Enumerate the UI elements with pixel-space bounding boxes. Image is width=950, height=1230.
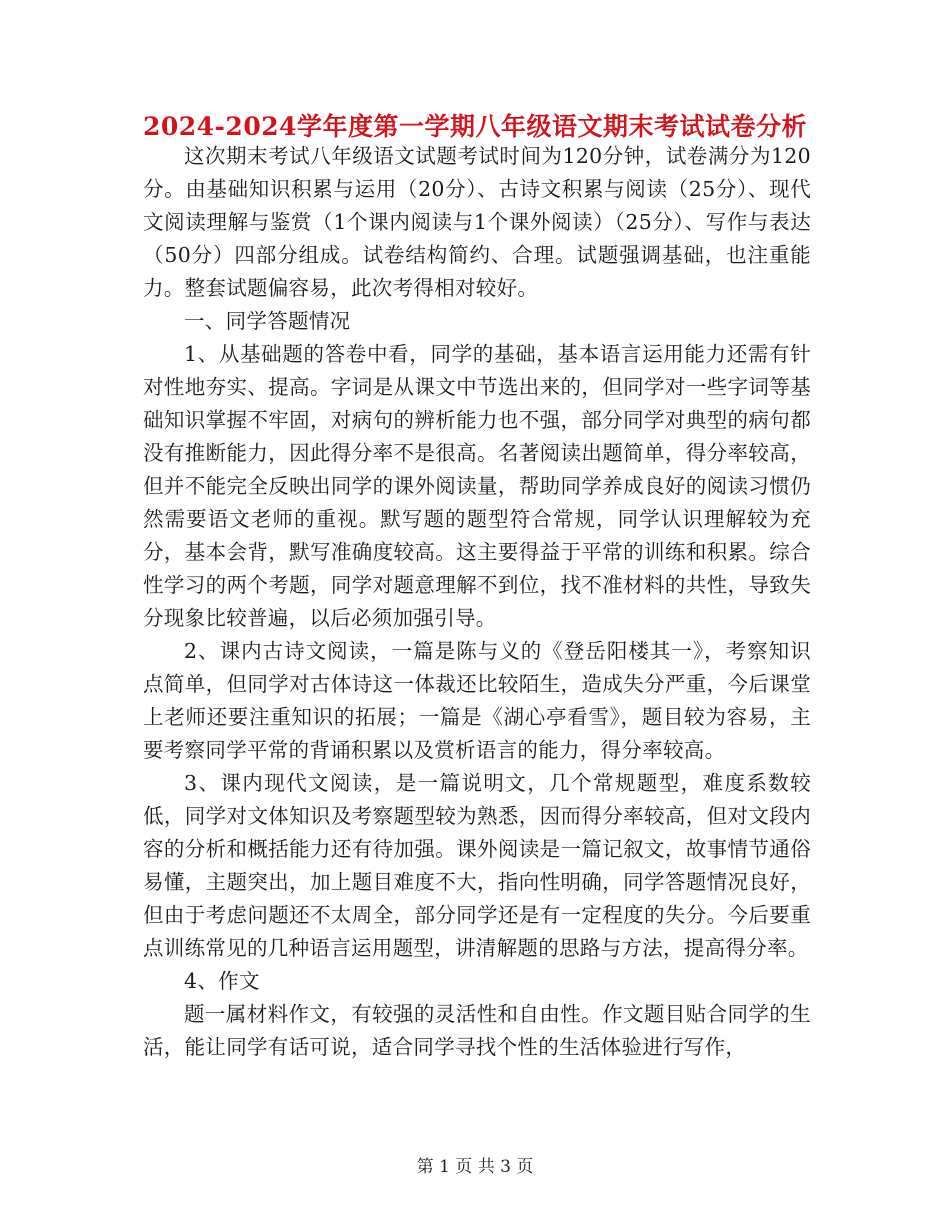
- paragraph-modern-reading: 3、课内现代文阅读，是一篇说明文，几个常规题型，难度系数较低，同学对文体知识及考察题型较为熟悉，因而得分率较高，但对文段内容的分析和概括能力还有待加强。课外阅读是一篇记叙文，故事情节通俗易懂，主题突出，加上题目难度不大，指向性明确，同学答题情况良好，但由于考虑问题还不太周全，部分同学还是有一定程度的失分。今后要重点训练常见的几种语言运用题型，讲清解题的思路与方法，提高得分率。: [143, 771, 811, 960]
- section-heading-composition: 4、作文: [184, 969, 260, 993]
- paragraph-basic-questions: 1、从基础题的答卷中看，同学的基础，基本语言运用能力还需有针对性地夯实、提高。字词是从课文中节选出来的，但同学对一些字词等基础知识掌握不牢固，对病句的辨析能力也不强，部分同学对典型的病句都没有推断能力，因此得分率不是很高。名著阅读出题简单，得分率较高，但并不能完全反映出同学的课外阅读量，帮助同学养成良好的阅读习惯仍然需要语文老师的重视。默写题的题型符合常规，同学认识理解较为充分，基本会背，默写准确度较高。这主要得益于平常的训练和积累。综合性学习的两个考题，同学对题意理解不到位，找不准材料的共性，导致失分现象比较普遍，以后必须加强引导。: [143, 342, 811, 630]
- paragraph-classical-poetry: 2、课内古诗文阅读，一篇是陈与义的《登岳阳楼其一》，考察知识点简单，但同学对古体诗这一体裁还比较陌生，造成失分严重，今后课堂上老师还要注重知识的拓展；一篇是《湖心亭看雪》，题目较为容易，主要考察同学平常的背诵积累以及赏析语言的能力，得分率较高。: [143, 639, 811, 762]
- document-title: 2024-2024学年度第一学期八年级语文期末考试试卷分析: [142, 112, 808, 141]
- page-footer: 第 1 页 共 3 页: [416, 1157, 534, 1177]
- paragraph-composition: 题一属材料作文，有较强的灵活性和自由性。作文题目贴合同学的生活，能让同学有话可说，适合同学寻找个性的生活体验进行写作，: [143, 1002, 811, 1059]
- paragraph-intro: 这次期末考试八年级语文试题考试时间为120分钟，试卷满分为120分。由基础知识积累与运用（20分）、古诗文积累与阅读（25分）、现代文阅读理解与鉴赏（1个课内阅读与1个课外阅读）（25分）、写作与表达（50分）四部分组成。试卷结构简约、合理。试题强调基础，也注重能力。整套试题偏容易，此次考得相对较好。: [143, 144, 811, 300]
- document-body: [143, 140, 811, 1064]
- section-heading-student-answers: 一、同学答题情况: [184, 309, 351, 333]
